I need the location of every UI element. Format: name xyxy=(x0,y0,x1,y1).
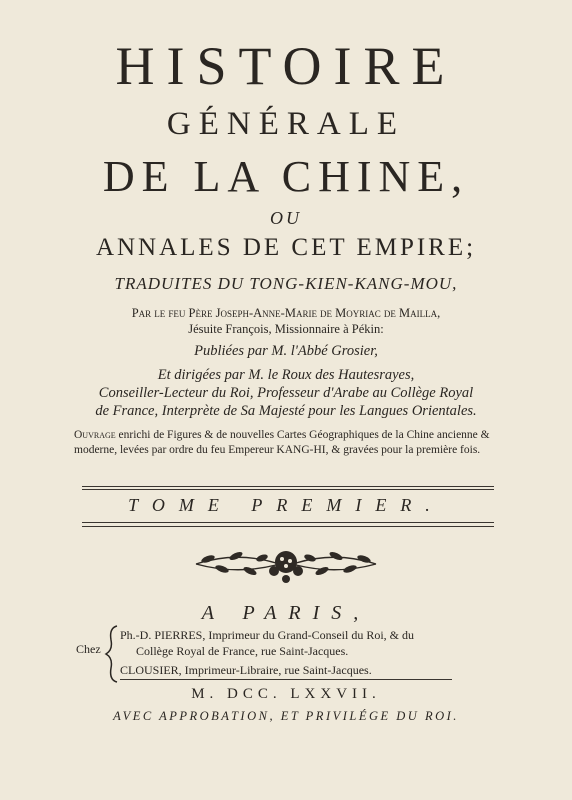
divider-top-1 xyxy=(82,486,494,487)
imprint-chez: Chez xyxy=(76,642,101,656)
divider-date xyxy=(120,679,452,680)
title-or: OU xyxy=(270,208,302,228)
editor-line-2: Et dirigées par M. le Roux des Hautesrayes, xyxy=(157,367,415,383)
author-line-2: Jésuite François, Missionnaire à Pékin: xyxy=(188,322,384,336)
divider-bottom-1 xyxy=(82,522,494,523)
subtitle: TRADUITES DU TONG-KIEN-KANG-MOU, xyxy=(114,274,458,293)
description xyxy=(74,428,514,458)
curly-brace-icon xyxy=(103,624,121,684)
editor-line-3: Conseiller-Lecteur du Roi, Professeur d'Arabe au Collège Royal xyxy=(98,385,474,401)
title-line-3: DE LA CHINE, xyxy=(102,152,470,201)
title-line-4: ANNALES DE CET EMPIRE; xyxy=(95,234,477,261)
printer-2: CLOUSIER, Imprimeur-Libraire, rue Saint-Jacques. xyxy=(120,663,372,677)
divider-top-2 xyxy=(82,489,494,490)
description-lead: Ouvrage xyxy=(74,429,116,441)
title-line-1: HISTOIRE xyxy=(115,36,457,96)
description-text: enrichi de Figures & de nouvelles Cartes Géographiques de la Chine ancienne & moderne, levées par ordre du feu Empereur KANG-HI, & gravées pour la première fois. xyxy=(74,429,490,456)
printer-1-line-2: Collège Royal de France, rue Saint-Jacques. xyxy=(136,644,349,658)
editor-line-4: de France, Interprète de Sa Majesté pour les Langues Orientales. xyxy=(95,403,477,419)
volume-label: TOME PREMIER. xyxy=(128,495,444,515)
imprint-city: A PARIS, xyxy=(201,602,371,624)
editor-line-1: Publiées par M. l'Abbé Grosier, xyxy=(194,343,378,359)
divider-bottom-2 xyxy=(82,526,494,527)
title-line-2: GÉNÉRALE xyxy=(166,106,406,142)
printer-1-line-1: Ph.-D. PIERRES, Imprimeur du Grand-Conseil du Roi, & du xyxy=(120,628,414,642)
privilege-line: AVEC APPROBATION, ET PRIVILÉGE DU ROI. xyxy=(113,709,459,723)
floral-ornament-icon xyxy=(186,541,386,587)
author-line-1: Par le feu Père Joseph-Anne-Marie de Moyriac de Mailla, xyxy=(131,306,441,320)
publication-date: M. DCC. LXXVII. xyxy=(191,686,381,702)
